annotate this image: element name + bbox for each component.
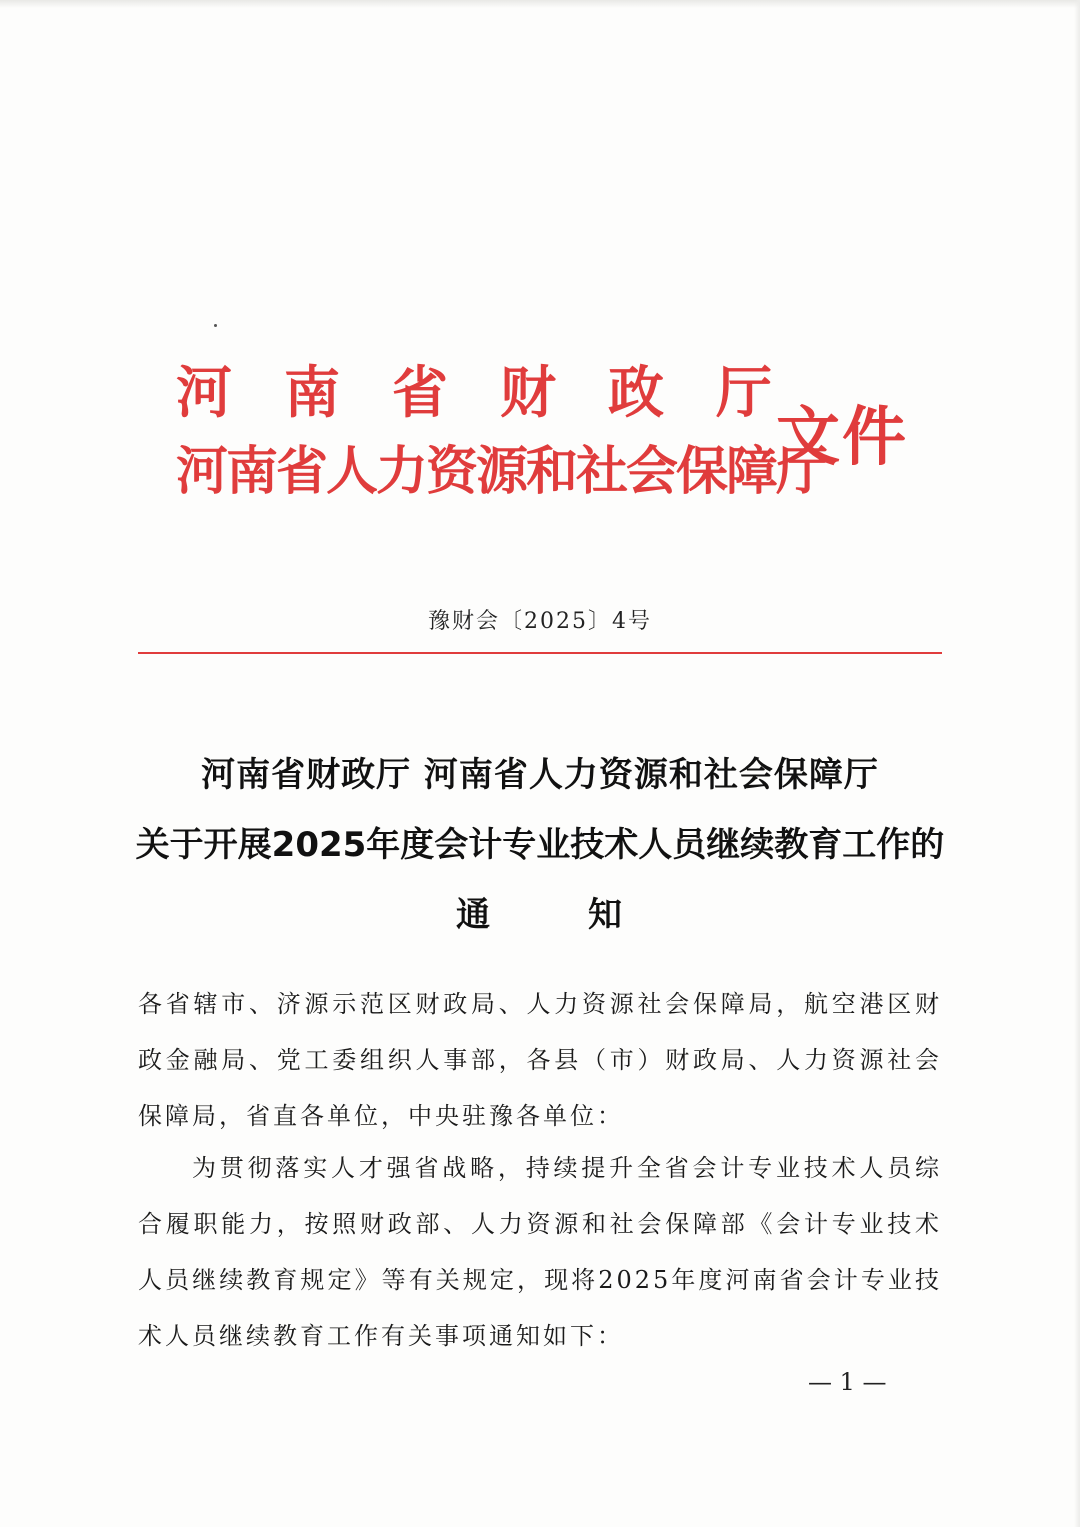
title-line-2: 关于开展2025年度会计专业技术人员继续教育工作的 [135, 825, 945, 865]
issuer-name-hrss: 河南省人力资源和社会保障厅 [176, 442, 827, 502]
body-paragraph-1: 为贯彻落实人才强省战略，持续提升全省会计专业技术人员综合履职能力，按照财政部、人力资源和社会保障部《会计专业技术人员继续教育规定》等有关规定，现将2025年度河南省会计专业技术人员继续教育工作有关事项通知如下： [138, 1154, 942, 1350]
title-line-1: 河南省财政厅 河南省人力资源和社会保障厅 [201, 755, 879, 795]
red-divider-line [138, 652, 942, 654]
scan-speck [214, 324, 217, 327]
document-number: 豫财会〔2025〕4号 [428, 609, 652, 634]
title-line-3 [0, 895, 1080, 935]
document-label: 文件 [776, 401, 908, 475]
issuer-name-finance: 河南省财政厅 [176, 361, 824, 426]
title-char-tong: 通 [456, 895, 492, 935]
page-number: — 1 — [808, 1368, 887, 1396]
addressee-paragraph: 各省辖市、济源示范区财政局、人力资源社会保障局，航空港区财政金融局、党工委组织人事部，各县（市）财政局、人力资源社会保障局，省直各单位，中央驻豫各单位： [138, 990, 942, 1130]
scan-edge-top [0, 0, 1080, 8]
title-char-zhi: 知 [588, 895, 624, 935]
